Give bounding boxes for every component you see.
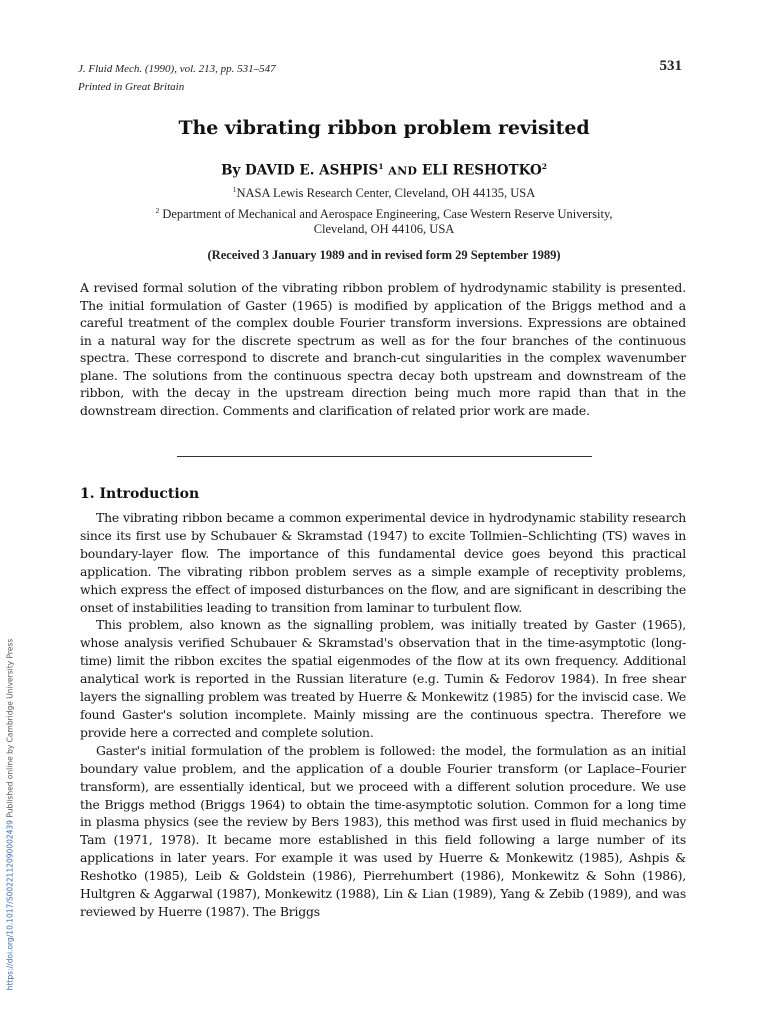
and-label: AND [388,164,418,178]
affiliation-1-text: NASA Lewis Research Center, Cleveland, OH 44135, USA [236,186,536,201]
author-reshotko-sup: 2 [541,162,547,171]
doi-sidebar [6,615,15,1015]
abstract: A revised formal solution of the vibrating ribbon problem of hydrodynamic stability is presented. The initial formulation of Gaster (1965) is modified by application of the Briggs method and a careful treatment of the complex double Fourier transform inversions. Expressions are obtained in a natural way for the discrete spectrum as well as for the four branches of the continuous spectra. These correspond to discrete and branch-cut singularities in the complex wavenumber plane. The solutions from the continuous spectra decay both upstream and downstream of the ribbon, with the decay in the upstream direction being much more rapid than that in the downstream direction. Comments and clarification of related prior work are made. [80,280,686,418]
author-line [0,162,768,179]
journal-citation: J. Fluid Mech. (1990), vol. 213, pp. 531–547 [78,63,276,75]
author-ashpis: DAVID E. ASHPIS [245,162,379,179]
affiliation-1 [0,182,768,201]
doi-link[interactable]: https://doi.org/10.1017/S0022112090002439 [5,820,15,991]
affiliation-2-cont: Cleveland, OH 44106, USA [313,222,455,237]
section-heading: 1. Introduction [80,486,200,502]
publisher-note: Published online by Cambridge University Press [5,638,15,821]
affiliation-1-sup: 1 [232,185,237,194]
paragraph: The vibrating ribbon became a common experimental device in hydrodynamic stability research since its first use by Schubauer & Skramstad (1947) to excite Tollmien–Schlichting (TS) waves in boundary-layer flow. The importance of this fundamental device goes beyond this practical application. The vibrating ribbon problem serves as a simple example of receptivity problems, which express the effect of imposed disturbances on the flow, and are significant in describing the onset of instabilities leading to transition from laminar to turbulent flow. [80,510,686,615]
author-ashpis-sup: 1 [378,162,384,171]
section-divider [177,456,592,457]
affiliation-2 [0,203,768,237]
printed-in: Printed in Great Britain [78,81,185,93]
introduction-body [80,509,686,921]
author-reshotko: ELI RESHOTKO [421,162,542,179]
affiliation-2-sup: 2 [155,206,160,215]
paragraph: This problem, also known as the signalling problem, was initially treated by Gaster (1965), whose analysis verified Schubauer & Skramstad's observation that in the time-asymptotic (long-time) limit the ribbon excites the spatial eigenmodes of the flow at its own frequency. Additional analytical work is reported in the Russian literature (e.g. Tumin & Fedorov 1984). In free shear layers the signalling problem was treated by Huerre & Monkewitz (1985) for the inviscid case. We found Gaster's solution incomplete. Mainly missing are the continuous spectra. Therefore we provide here a corrected and complete solution. [80,617,686,740]
by-label: By [221,162,241,179]
page-number: 531 [659,58,682,74]
paper-title: The vibrating ribbon problem revisited [178,117,590,139]
affiliation-2-text: Department of Mechanical and Aerospace Engineering, Case Western Reserve University, [162,207,613,222]
paragraph: Gaster's initial formulation of the problem is followed: the model, the formulation as an initial boundary value problem, and the application of a double Fourier transform (or Laplace–Fourier transform), are essentially identical, but we proceed with a different solution procedure. We use the Briggs method (Briggs 1964) to obtain the time-asymptotic solution. Common for a long time in plasma physics (see the review by Bers 1983), this method was first used in fluid mechanics by Tam (1971, 1978). It became more established in this field following a large number of its applications in later years. For example it was used by Huerre & Monkewitz (1985), Ashpis & Reshotko (1985), Leib & Goldstein (1986), Pierrehumbert (1986), Monkewitz & Sohn (1986), Hultgren & Aggarwal (1987), Monkewitz (1988), Lin & Lian (1989), Yang & Zebib (1989), and was reviewed by Huerre (1987). The Briggs [80,742,686,919]
received-dates: (Received 3 January 1989 and in revised form 29 September 1989) [207,248,561,262]
journal-header [78,60,276,96]
